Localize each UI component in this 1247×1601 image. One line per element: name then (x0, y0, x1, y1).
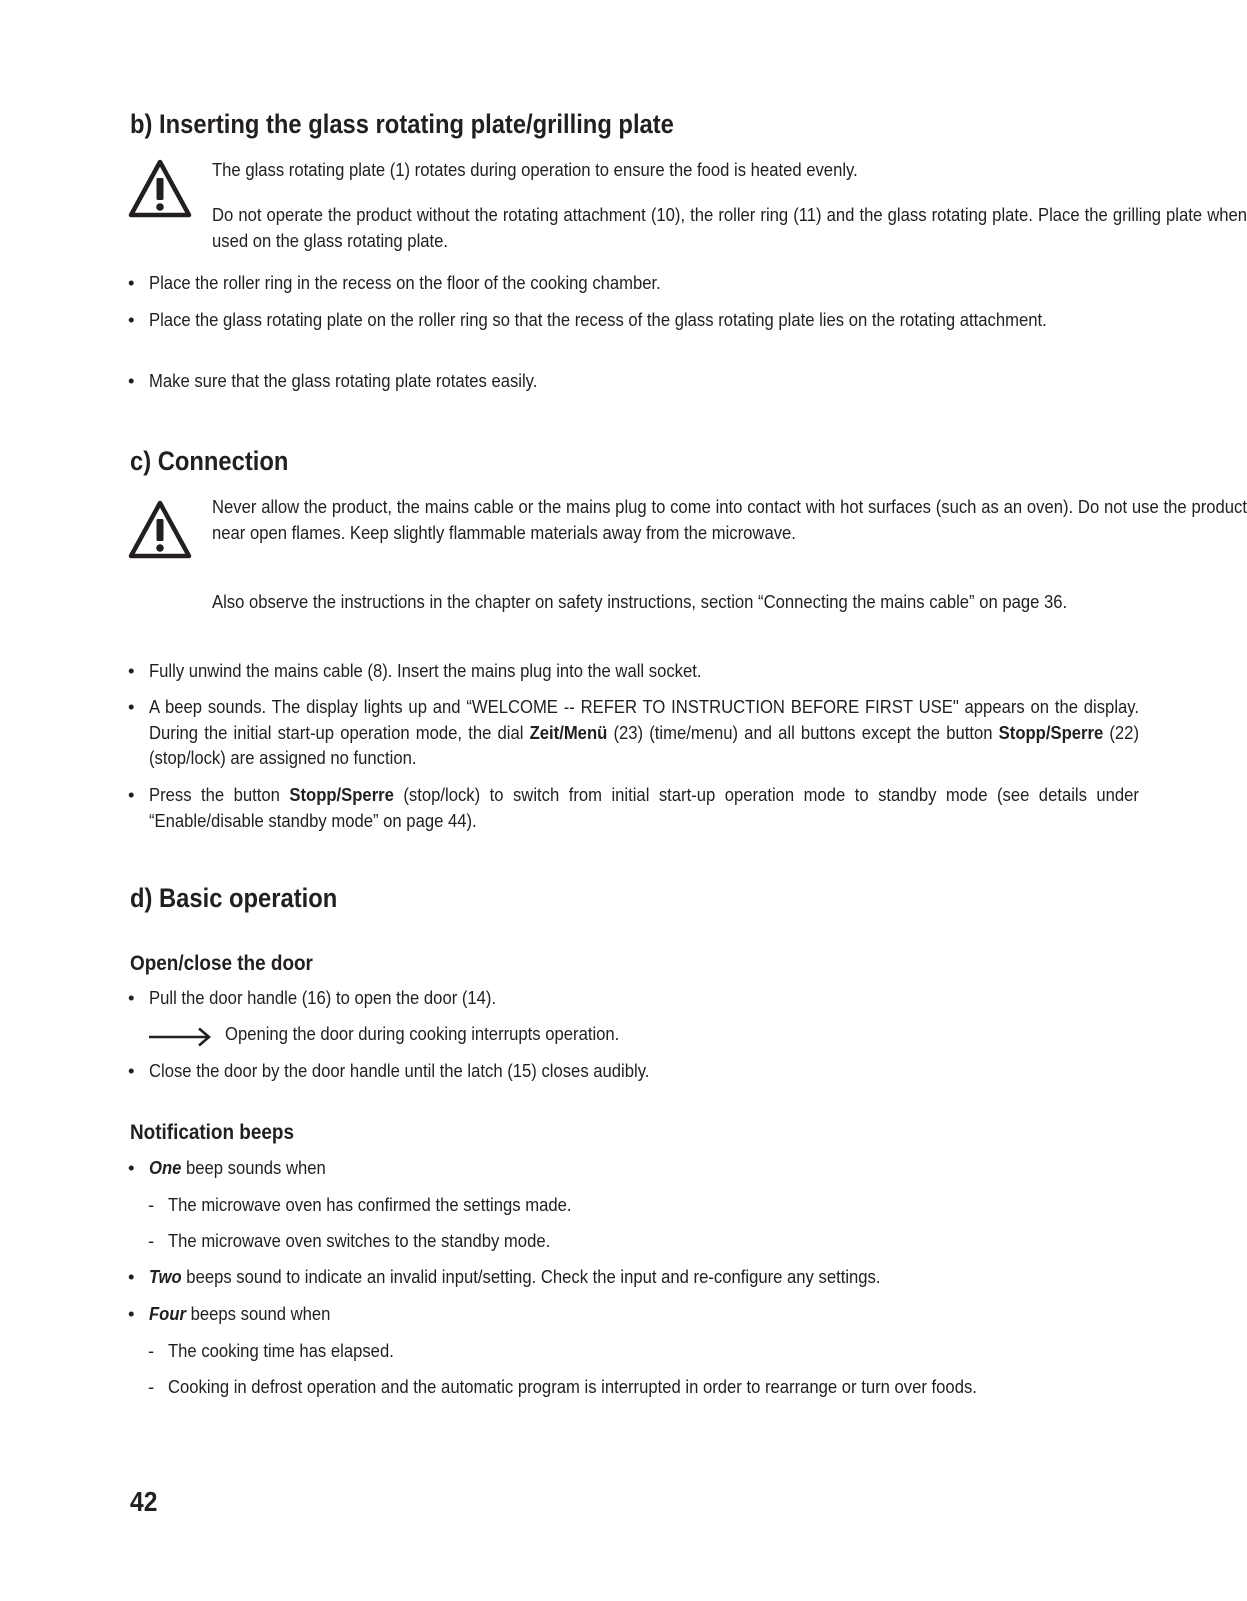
page-number: 42 (130, 1486, 158, 1517)
section-c-bullet: A beep sounds. The display lights up and “WELCOME -- REFER TO INSTRUCTION BEFORE FIRST USE" appears on the display. During the initial start-up operation mode, the dial Zeit/Menü (23) (time/menu) and all buttons except the button Stopp/Sperre (22) (stop/lock) are assigned no function. (149, 696, 1139, 768)
beeps-subheading: Notification beeps (130, 1120, 294, 1144)
section-c-bullet: Fully unwind the mains cable (8). Insert the mains plug into the wall socket. (149, 660, 702, 681)
bullet-symbol: • (128, 1303, 135, 1324)
beeps-bullet-four: Four beeps sound when (149, 1303, 331, 1324)
section-c-warning-text-2: Also observe the instructions in the chapter on safety instructions, section “Connecting the mains cable” on page 36. (212, 591, 1068, 612)
bullet-symbol: • (128, 370, 135, 391)
section-b-bullet: Make sure that the glass rotating plate rotates easily. (149, 370, 538, 391)
bullet-symbol: • (128, 784, 135, 805)
door-subheading: Open/close the door (130, 951, 313, 975)
beeps-four-item: Cooking in defrost operation and the automatic program is interrupted in order to rearrange or turn over foods. (168, 1376, 977, 1397)
beeps-one-item: The microwave oven has confirmed the settings made. (168, 1194, 572, 1215)
arrow-right-icon (148, 1026, 212, 1046)
section-b-warning-text-1: The glass rotating plate (1) rotates during operation to ensure the food is heated evenly. (212, 159, 858, 180)
section-b-heading: b) Inserting the glass rotating plate/grilling plate (130, 109, 674, 139)
dash-symbol: - (148, 1340, 155, 1361)
bullet-symbol: • (128, 660, 135, 681)
warning-triangle-icon (127, 158, 193, 220)
bullet-symbol: • (128, 309, 135, 330)
section-d-heading: d) Basic operation (130, 883, 338, 913)
section-b-bullet: Place the roller ring in the recess on the floor of the cooking chamber. (149, 272, 661, 293)
dash-symbol: - (148, 1230, 155, 1251)
bullet-symbol: • (128, 1060, 135, 1081)
section-c-bullet: Press the button Stopp/Sperre (stop/lock) to switch from initial start-up operation mode to standby mode (see details under “Enable/disable standby mode” on page 44). (149, 784, 1139, 831)
dash-symbol: - (148, 1194, 155, 1215)
door-bullet: Pull the door handle (16) to open the door (14). (149, 987, 497, 1008)
dash-symbol: - (148, 1376, 155, 1397)
bullet-symbol: • (128, 696, 135, 717)
door-bullet: Close the door by the door handle until the latch (15) closes audibly. (149, 1060, 650, 1081)
beeps-one-item: The microwave oven switches to the standby mode. (168, 1230, 551, 1251)
bullet-symbol: • (128, 1157, 135, 1178)
section-b-warning-text-2: Do not operate the product without the rotating attachment (10), the roller ring (11) and the glass rotating plate. Place the grilling plate when used on the glass rotating plate. (212, 204, 1247, 251)
bullet-symbol: • (128, 272, 135, 293)
beeps-four-item: The cooking time has elapsed. (168, 1340, 394, 1361)
beeps-bullet-one: One beep sounds when (149, 1157, 326, 1178)
button-name: Stopp/Sperre (998, 721, 1104, 743)
door-note: Opening the door during cooking interrupts operation. (225, 1023, 620, 1044)
bullet-symbol: • (128, 1266, 135, 1287)
warning-triangle-icon (127, 499, 193, 561)
section-c-warning-text-1: Never allow the product, the mains cable or the mains plug to come into contact with hot surfaces (such as an oven). Do not use the product near open flames. Keep slightly flammable materials away from the microwave. (212, 496, 1247, 543)
section-b-bullet: Place the glass rotating plate on the roller ring so that the recess of the glass rotating plate lies on the rotating attachment. (149, 309, 1047, 330)
dial-name: Zeit/Menü (529, 721, 608, 743)
section-c-heading: c) Connection (130, 446, 289, 476)
beeps-bullet-two: Two beeps sound to indicate an invalid input/setting. Check the input and re-configure any settings. (149, 1266, 881, 1287)
button-name: Stopp/Sperre (289, 784, 394, 805)
bullet-symbol: • (128, 987, 135, 1008)
